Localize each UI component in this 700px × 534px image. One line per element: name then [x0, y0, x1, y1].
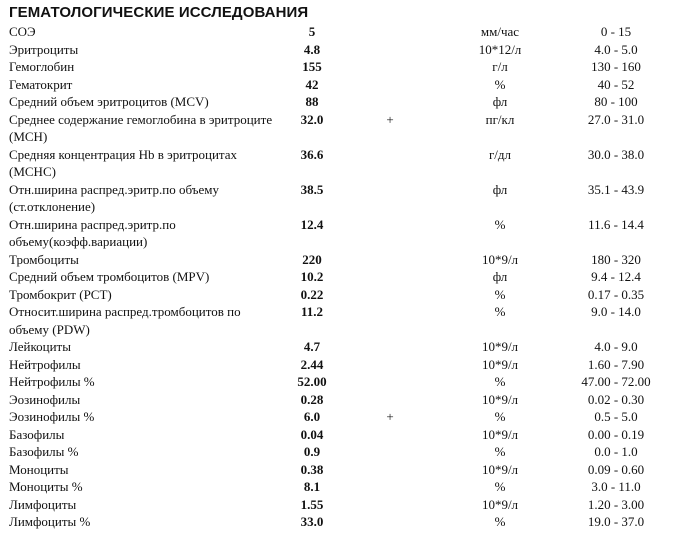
- test-name: Эозинофилы: [9, 391, 81, 407]
- reference-range: 0.0 - 1.0: [594, 444, 638, 459]
- table-row: [0, 268, 700, 286]
- reference-range: 0.09 - 0.60: [587, 461, 645, 477]
- out-of-range-flag: +: [386, 111, 394, 127]
- table-row: [0, 216, 700, 251]
- reference-range: 0.5 - 5.0: [594, 409, 638, 424]
- unit: 10*9/л: [481, 496, 519, 512]
- unit: фл: [492, 269, 508, 284]
- reference-range: 40 - 52: [597, 76, 635, 92]
- unit: фл: [492, 181, 508, 197]
- unit: 10*9/л: [481, 251, 519, 267]
- test-name: Тромбокрит (PCT): [9, 286, 112, 302]
- test-name: Эозинофилы %: [9, 409, 95, 424]
- test-name: Базофилы: [9, 426, 65, 442]
- unit: %: [494, 444, 506, 459]
- result-value: 4.8: [303, 41, 321, 57]
- table-row: [0, 391, 700, 409]
- test-name: Лимфоциты: [9, 496, 77, 512]
- reference-range: 4.0 - 9.0: [594, 339, 638, 354]
- result-value: 36.6: [300, 146, 324, 162]
- reference-range: 30.0 - 38.0: [587, 146, 645, 162]
- unit: %: [494, 479, 506, 494]
- result-value: 0.38: [300, 461, 324, 477]
- unit: %: [494, 374, 506, 389]
- result-value: 32.0: [300, 111, 324, 127]
- table-row: [0, 496, 700, 514]
- result-value: 0.9: [303, 444, 321, 459]
- table-row: [0, 478, 700, 496]
- unit: %: [494, 216, 506, 232]
- table-row: [0, 251, 700, 269]
- reference-range: 1.20 - 3.00: [587, 496, 645, 512]
- reference-range: 3.0 - 11.0: [591, 479, 641, 494]
- result-value: 42: [305, 76, 319, 92]
- result-value: 0.22: [300, 286, 324, 302]
- table-row: [0, 373, 700, 391]
- reference-range: 35.1 - 43.9: [587, 181, 645, 197]
- test-name: Нейтрофилы: [9, 356, 81, 372]
- unit: %: [494, 409, 506, 424]
- test-name: Отн.ширина распред.эритр.по объему (ст.отклонение): [9, 181, 219, 214]
- reference-range: 47.00 - 72.00: [581, 374, 651, 389]
- unit: г/л: [492, 59, 508, 74]
- table-row: [0, 181, 700, 216]
- table-row: [0, 426, 700, 444]
- test-name: Средний объем тромбоцитов (MPV): [9, 269, 210, 284]
- test-name: Относит.ширина распред.тромбоцитов по объему (PDW): [9, 304, 241, 337]
- table-row: [0, 286, 700, 304]
- test-name: Лейкоциты: [9, 339, 71, 354]
- test-name: Средняя концентрация Hb в эритроцитах (MCHC): [9, 146, 238, 179]
- unit: фл: [492, 94, 508, 109]
- test-name: Нейтрофилы %: [9, 374, 95, 389]
- unit: 10*9/л: [481, 356, 519, 372]
- unit: %: [494, 286, 506, 302]
- test-name: СОЭ: [9, 24, 36, 39]
- out-of-range-flag: +: [386, 409, 394, 424]
- test-name: Базофилы %: [9, 444, 79, 459]
- reference-range: 0.17 - 0.35: [587, 286, 645, 302]
- result-value: 12.4: [300, 216, 324, 232]
- reference-range: 27.0 - 31.0: [587, 111, 645, 127]
- table-row: [0, 41, 700, 59]
- table-row: [0, 408, 700, 426]
- reference-range: 4.0 - 5.0: [594, 41, 638, 57]
- table-row: [0, 111, 700, 146]
- unit: мм/час: [480, 24, 520, 39]
- table-row: [0, 76, 700, 94]
- table-row: [0, 356, 700, 374]
- table-row: [0, 443, 700, 461]
- test-name: Моноциты %: [9, 479, 83, 494]
- reference-range: 1.60 - 7.90: [587, 356, 645, 372]
- result-value: 38.5: [300, 181, 324, 197]
- result-value: 155: [302, 59, 322, 74]
- test-name: Гемоглобин: [9, 59, 75, 74]
- result-value: 8.1: [303, 479, 321, 494]
- unit: %: [494, 514, 506, 529]
- result-value: 0.04: [300, 426, 324, 442]
- table-row: [0, 23, 700, 41]
- reference-range: 180 - 320: [591, 251, 641, 267]
- table-row: [0, 303, 700, 338]
- test-name: Гематокрит: [9, 76, 73, 92]
- unit: 10*9/л: [481, 461, 519, 477]
- result-value: 10.2: [300, 269, 324, 284]
- table-row: [0, 513, 700, 531]
- test-name: Средний объем эритроцитов (MCV): [9, 94, 209, 109]
- results-table: [0, 23, 700, 531]
- unit: 10*9/л: [481, 339, 519, 354]
- reference-range: 19.0 - 37.0: [587, 514, 645, 529]
- result-value: 1.55: [300, 496, 324, 512]
- unit: пг/кл: [485, 111, 515, 127]
- test-name: Отн.ширина распред.эритр.по объему(коэфф.вариации): [9, 216, 176, 249]
- test-name: Среднее содержание гемоглобина в эритроците (MCH): [9, 111, 273, 144]
- result-value: 5: [308, 24, 316, 39]
- result-value: 0.28: [300, 391, 324, 407]
- unit: г/дл: [488, 146, 512, 162]
- unit: 10*12/л: [478, 41, 522, 57]
- test-name: Лимфоциты %: [9, 514, 91, 529]
- page-title: ГЕМАТОЛОГИЧЕСКИЕ ИССЛЕДОВАНИЯ: [9, 4, 309, 21]
- table-row: [0, 58, 700, 76]
- reference-range: 9.0 - 14.0: [591, 304, 641, 319]
- result-value: 2.44: [300, 356, 324, 372]
- table-row: [0, 93, 700, 111]
- unit: 10*9/л: [481, 426, 519, 442]
- table-row: [0, 338, 700, 356]
- result-value: 88: [305, 94, 319, 109]
- result-value: 33.0: [300, 514, 324, 529]
- result-value: 6.0: [303, 409, 321, 424]
- reference-range: 80 - 100: [594, 94, 638, 109]
- test-name: Эритроциты: [9, 41, 79, 57]
- result-value: 52.00: [297, 374, 327, 389]
- table-row: [0, 461, 700, 479]
- table-row: [0, 146, 700, 181]
- unit: 10*9/л: [481, 391, 519, 407]
- unit: %: [494, 76, 506, 92]
- reference-range: 11.6 - 14.4: [588, 216, 644, 232]
- test-name: Моноциты: [9, 461, 69, 477]
- reference-range: 9.4 - 12.4: [591, 269, 641, 284]
- unit: %: [494, 304, 506, 319]
- reference-range: 0.02 - 0.30: [587, 391, 645, 407]
- reference-range: 0 - 15: [600, 24, 632, 39]
- reference-range: 0.00 - 0.19: [587, 426, 645, 442]
- result-value: 220: [302, 251, 322, 267]
- test-name: Тромбоциты: [9, 251, 79, 267]
- result-value: 4.7: [303, 339, 321, 354]
- reference-range: 130 - 160: [591, 59, 641, 74]
- result-value: 11.2: [300, 304, 324, 319]
